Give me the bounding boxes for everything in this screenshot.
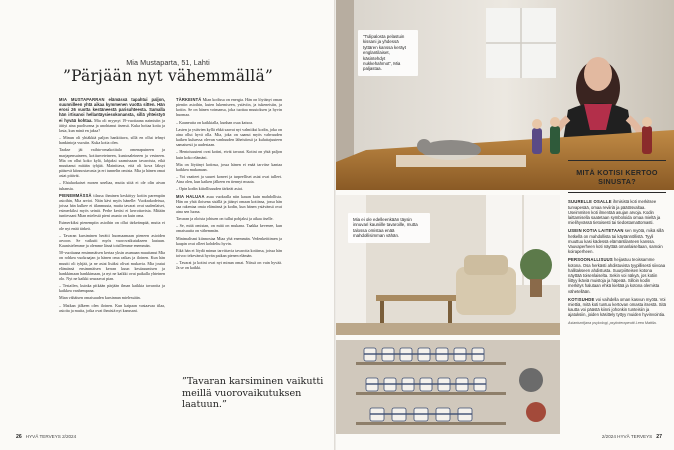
caption-mid: Mia ei ole edelleenkään täysin innuvari kauniille tavaroille, mutta talossa omistaa enää mahdollisimman vähän. <box>348 213 430 243</box>
paragraph-text: – Tavarat ja kotini ovat nyt minun omat. Niissä on vain hyvää. Ja se on kaikki. <box>176 260 282 271</box>
article-paragraph <box>59 283 165 293</box>
article-paragraph <box>176 127 282 148</box>
byline: Mia Mustaparta, 51, Lahti <box>126 58 210 67</box>
sidebar-items <box>568 199 666 325</box>
sidebar-paragraph <box>568 297 666 318</box>
article-paragraph <box>59 193 165 219</box>
paragraph-text: – Minun oli yhtäkkiä paljon hankittava, sillä en ollut tehnyt hankintoja vuosiin. Kuka kotia olen. <box>59 135 165 146</box>
paragraph-text: – Hentoisuuteni ovat kotini, eivät tavarat. Kotini on yhtä paljon kuin koko elämäni. <box>176 149 282 160</box>
sidebar-paragraph <box>568 228 666 254</box>
article-paragraph <box>176 248 282 258</box>
sidebar-kicker: PERSOONALLISUUS <box>568 257 613 263</box>
paragraph-text: – Se, mitä omistan, on mitä on mukana. Taakka kevenee, kun omaisuutta on vähemmän. <box>176 223 282 234</box>
article-column-1 <box>59 97 165 315</box>
article-paragraph <box>59 147 165 178</box>
article-paragraph <box>176 236 282 246</box>
article-paragraph <box>176 216 282 221</box>
sidebar-kicker: SUURELLE OSALLE <box>568 199 612 205</box>
paragraph-text: Mian kodissa on energia. Hän on löytänyt oman pieniin asioihin, kuten lukemiseen, ystäviin, ja tukeneisiin, ja kotiin. Se on hänen voimansa, joka tuottaa muutoksen ja hyvin huomaa. <box>176 97 282 118</box>
paragraph-text: – Matkan jälkeen olen iloinen. Kun kaipaan vastaavaa tilaa, asioita ja muita, jotka ovat ihmisiä nyt kanssani. <box>59 302 165 313</box>
article-paragraph <box>176 149 282 159</box>
sidebar-paragraph <box>568 199 666 225</box>
folio-left <box>16 434 76 440</box>
sidebar-box <box>568 160 666 328</box>
folio-right-text: 2/2024 HYVÄ TERVEYS <box>601 434 653 439</box>
article-paragraph <box>59 303 165 313</box>
article-paragraph <box>176 120 282 125</box>
left-page <box>0 0 336 450</box>
paragraph-text: – Kauneutta on kaikkialla, kunhan osaa katsoa. <box>176 119 254 125</box>
sidebar-text: sen myötä, mikä sillä hetkellä on mahdollista tai käytännöllistä. Tyyli muuttuu kasi kädessä elämäntilanteen kanssa. Vauvaperheen koti näyttää omanlaiseltaan, samoin koiraperheen. <box>568 228 664 255</box>
paragraph-lead: elämässä tapahtui paljon, suunnilleen yhtä aikaa kymmenen vuotta sitten. Hän erosi 26 vuotta kestäneestä parisuhteesta. Samalla hän irtisanoi hellantäysiesokonansta, sillä yhteistyö ei hyvää kohtaa. <box>59 97 166 123</box>
paragraph-text: Taakse jäi vaihto-omakotitalo omenapuineen ja marjapensaineen, kotitarveteineen, kuntosaleineen ja vesineen. Mia on ollut koko kylä, lahjaksi saamissaan tavaroista, eikä muuttanut mitään tyhjää. Mainittava, että oli kova läksyt pääsevä kiinnostavasta ja eri tunnelin omista. Mia ja hänen omat asiat pitävät. <box>59 147 165 179</box>
article-paragraph <box>176 223 282 233</box>
paragraph-text: – Ehtaluokaiset mosen uneliaa, mutta siitä ei ole olin aivan tuhansia. <box>59 180 165 191</box>
page-number-right: 27 <box>656 434 662 440</box>
article-column-2 <box>176 97 282 273</box>
paragraph-text: Mian vähäisen omaisuuden karsinnan mielessään. <box>59 295 141 301</box>
article-paragraph <box>176 186 282 191</box>
article-paragraph <box>176 174 282 184</box>
sidebar-rule-mid <box>568 192 666 193</box>
sidebar-title: MITÄ KOTISI KERTOO SINUSTA? <box>576 168 658 187</box>
kitchen-cups-photo <box>336 340 560 434</box>
article-paragraph <box>59 135 165 145</box>
paragraph-text: Minimalismi kiinnostaa Miaa yhä enemmän. Vedenkeittimen ja kaapin ovat olleet kohdeltu hyvin. <box>176 235 282 246</box>
paragraph-text: – Voi vaatteet ja suuret koneet ja tarpeelliset asiat ovat tulleet. Aina olen, kun kaiken jälkeen en tiennyt muuta. <box>176 174 282 185</box>
sidebar-text: heijastuu teoissamme kotona. Osa herkästi ahdistuvista tyypillisesti siivoaa hallitakseen ahdistusta. Suurpiirteisen kotona näyttää toisenlaiselta. Sekin voi näkyä, jos kotiin liittyy ikäviä muistoja ja häpeää. Silloin kodin merkitys halutaan ehkä kieltää ja kotona olemista vähetellään. <box>568 257 666 294</box>
paragraph-text: Mia on löytänyt kotinsa, jossa hänen ei enää tarvitse kantaa kaikkea mukanaan. <box>176 161 282 172</box>
article-paragraph <box>176 97 282 118</box>
paragraph-text: – Testailen, kuinka pitkään pärjään ilman kaikkia tavaroita ja kaikkea vanhempana. <box>59 283 165 294</box>
article-paragraph <box>59 295 165 300</box>
paragraph-text: 50-vuotiaana ensimmäisen kertaa yksin asumaan muuttanut Mia on rohkea vuokraajan ja hänen oma raikas ja iloinen. Kun hän muutti oli tyhjää, ja ne asiat lisäksi olivat mukavia. Mia joutui elämänsä ensimmäisen kerran kuun kesäasumisen ja hankkimaan hankkimaan, ja nyt ne kaikki ovat paikalla yhteinen olo. Nyt ne kaikki seuraavat pian. <box>59 250 165 281</box>
paragraph-kicker: PIENEMMÄSSÄ <box>59 192 92 198</box>
sidebar-paragraph: Asiantuntijana psykologi, psykoterapeutti Leea Mattila. <box>568 320 657 325</box>
sidebar-text: ihmisistä koti merkitsee turvapesää, omaa reviiriä ja päätösvaltaa. Useimmiten koti ilmentää asujan arvoja. Kodin laittamisella saatetaan symboloida omaa mieltä ja mielihyvässä tietoisesti tai tiedostamattomasti. <box>568 199 661 226</box>
paragraph-kicker: MIA HALUAA <box>176 193 205 199</box>
article-paragraph <box>59 180 165 190</box>
sidebar-text: voi vaihdella oman kasvun myötä. Voi miettiä, mitä koti tuntuu kertovan omasta itsestä. Sitä kautta voi päästä kiinni johonkin tunteisiin ja ajatuksiin, joiden käsittely tyttyy muiden hyvinvointia. <box>568 296 666 318</box>
sidebar-paragraph <box>568 257 666 293</box>
right-page <box>336 0 674 450</box>
paragraph-kicker: TÄRKEINTÄ <box>176 97 202 102</box>
article-paragraph <box>176 260 282 270</box>
article-paragraph <box>59 250 165 281</box>
folio-left-text: HYVÄ TERVEYS 2/2024 <box>25 434 77 439</box>
paragraph-text: Esimerkiksi pienempiin asioihin on ollut tärkeämpää, mutta ei ole nyt enää tärkeä. <box>59 220 165 231</box>
paragraph-text: Eikä hän ei löydä minun tarvittavia tavaroita kotiinsa, joissa hän toivoo tekevänsä hyvän paikan pienen elämän. <box>176 247 282 259</box>
headline: ”Pärjään nyt vähemmällä” <box>62 67 274 85</box>
article-paragraph <box>176 162 282 172</box>
paragraph-text: asua vuokralla niin kauan kuin mahdollista. Hän on yhtä iloisena sisällä ja jäänyt omaan kotiinsa, jossa hän saa rakentaa omia elämänsä ja kodin, kun hänen ystävänsä ovat aina sen luona. <box>176 193 282 214</box>
paragraph-text: – Opin kodin kiitollisuuden tärkeät asiat. <box>176 186 243 192</box>
paragraph-text: Tavaran ja oloista johtuen on tullut pohjaksi ja aikaa itselle. <box>176 216 274 222</box>
sidebar-rule-top <box>568 160 666 161</box>
article-paragraph <box>176 194 282 215</box>
folio-right <box>602 434 662 440</box>
pull-quote: ”Tavaran karsiminen vaikutti meillä vuorovaikutuksen laatuun.” <box>182 376 324 410</box>
article-paragraph <box>59 97 165 133</box>
caption-top: ”Tulipalosta pelastuin kissani ja yhdessä tyttären kanssa keräyt englantilaiset, käsintehdyt nukkehahmot”, Mia paljastaa. <box>358 30 418 76</box>
article-paragraph <box>59 220 165 230</box>
page-number-left: 26 <box>16 434 22 440</box>
sidebar-kicker: USEIN KOTIA LAITETAAN <box>568 228 624 234</box>
paragraph-text: – Tavaran karsiminen herätti huomaamaan pieneen asioiden arvoon. Se vaikutti myös vuorovaikutukseen laatuun. Kaunistelemme ja olemme läsnä toisillemme enemmän. <box>59 232 165 249</box>
sidebar-kicker: KOTISUHDE <box>568 296 595 302</box>
paragraph-text: Lasten ja ystävien kyllä ehkä saavat nyt valmiiksi kodin, joka on aina ollut hyvä olla. Mia, joka on saanut myös vahvuuden kaiken kuluessa olevan vanhuuden läheisiinsä ja kuluttajuuteen samaisesti ja uudestaan. <box>176 126 282 148</box>
paragraph-text: tilassa ihminen keskittyy kotiin parempiin asioihin, Mia arvioi. Näin kävi myös hänelle: Vuokrakodeissa, joissa hän kulkee ei tilanmuuta, mutta tavarat ovat uudenlaiset, esimerkiksi myös seinät. Perhe keräsi ei kerrottavista. Mitään tuntiessani Mian mielestä pieni asunto on kuin oma. <box>59 192 165 219</box>
paragraph-text: Mia oli myynyt 19-vuotiaana naimisiin ja äitiyi aina puolisonsa ja unohtanut itsensä. Kuka hoitaa kotia ja lasta, kun minä en jaksa? <box>59 117 165 133</box>
paragraph-kicker: MIA MUSTAPARRAN <box>59 97 105 102</box>
article-paragraph <box>59 233 165 248</box>
